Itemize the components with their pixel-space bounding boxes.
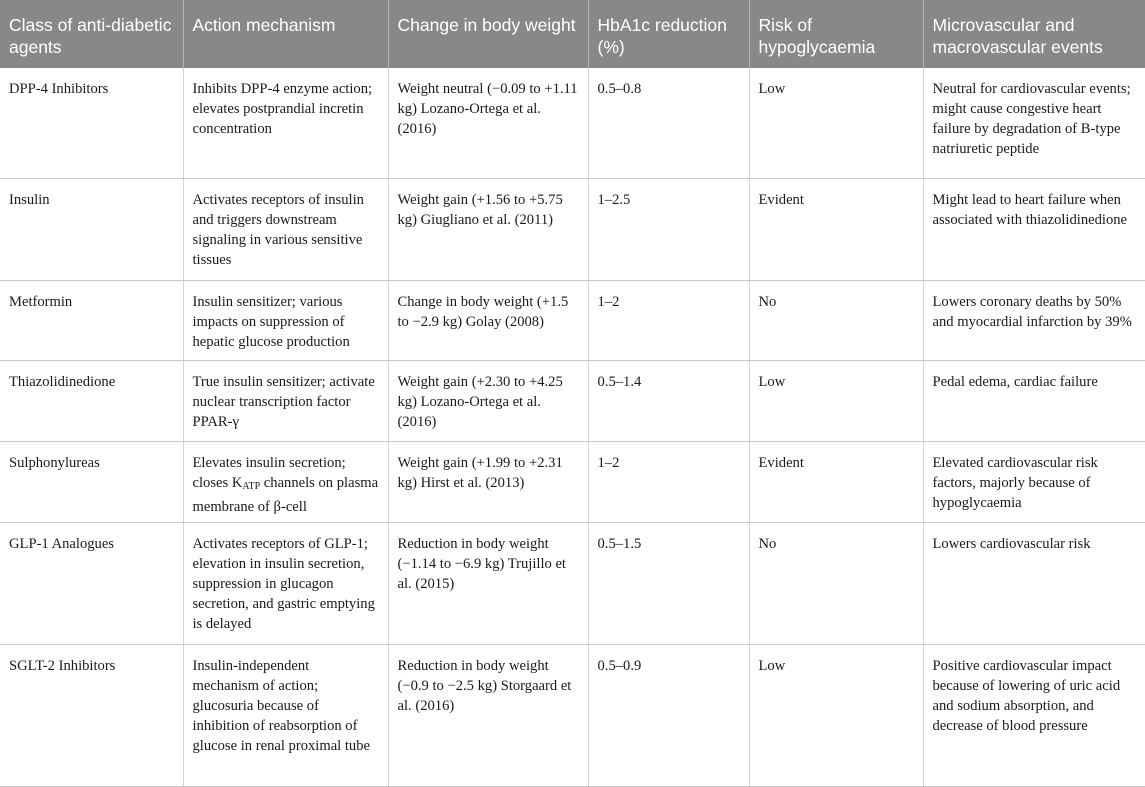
cell-weight: Weight neutral (−0.09 to +1.11 kg) Lozano-Ortega et al. (2016)	[388, 68, 588, 179]
cell-mechanism: Insulin-independent mechanism of action; glucosuria because of inhibition of reabsorption of glucose in renal proximal tube	[183, 645, 388, 787]
table-row	[0, 523, 1145, 645]
cell-events: Lowers cardiovascular risk	[923, 523, 1145, 645]
cell-hypoglycaemia: Low	[749, 68, 923, 179]
cell-weight: Reduction in body weight (−1.14 to −6.9 kg) Trujillo et al. (2015)	[388, 523, 588, 645]
cell-mechanism: Activates receptors of insulin and triggers downstream signaling in various sensitive tissues	[183, 179, 388, 281]
cell-hypoglycaemia: No	[749, 281, 923, 361]
cell-class: Metformin	[0, 281, 183, 361]
header-row	[0, 0, 1145, 68]
cell-weight: Weight gain (+2.30 to +4.25 kg) Lozano-Ortega et al. (2016)	[388, 361, 588, 442]
cell-weight: Weight gain (+1.56 to +5.75 kg) Giugliano et al. (2011)	[388, 179, 588, 281]
header-events: Microvascular and macrovascular events	[923, 0, 1145, 68]
cell-weight: Change in body weight (+1.5 to −2.9 kg) Golay (2008)	[388, 281, 588, 361]
cell-mechanism: Inhibits DPP-4 enzyme action; elevates postprandial incretin concentration	[183, 68, 388, 179]
header-class: Class of anti-diabetic agents	[0, 0, 183, 68]
cell-hba1c: 0.5–1.4	[588, 361, 749, 442]
cell-class: DPP-4 Inhibitors	[0, 68, 183, 179]
table-header	[0, 0, 1145, 68]
cell-class: Insulin	[0, 179, 183, 281]
table-row	[0, 645, 1145, 787]
cell-events: Neutral for cardiovascular events; might cause congestive heart failure by degradation of B-type natriuretic peptide	[923, 68, 1145, 179]
cell-hba1c: 0.5–0.8	[588, 68, 749, 179]
header-hypoglycaemia: Risk of hypoglycaemia	[749, 0, 923, 68]
cell-class: SGLT-2 Inhibitors	[0, 645, 183, 787]
cell-mechanism: Activates receptors of GLP-1; elevation in insulin secretion, suppression in glucagon secretion, and gastric emptying is delayed	[183, 523, 388, 645]
cell-events: Pedal edema, cardiac failure	[923, 361, 1145, 442]
cell-weight: Reduction in body weight (−0.9 to −2.5 kg) Storgaard et al. (2016)	[388, 645, 588, 787]
cell-class: Thiazolidinedione	[0, 361, 183, 442]
table-row	[0, 68, 1145, 179]
cell-class: Sulphonylureas	[0, 442, 183, 523]
cell-weight: Weight gain (+1.99 to +2.31 kg) Hirst et al. (2013)	[388, 442, 588, 523]
cell-hypoglycaemia: Evident	[749, 442, 923, 523]
cell-hba1c: 1–2.5	[588, 179, 749, 281]
cell-events: Elevated cardiovascular risk factors, majorly because of hypoglycaemia	[923, 442, 1145, 523]
cell-events: Lowers coronary deaths by 50% and myocardial infarction by 39%	[923, 281, 1145, 361]
cell-hba1c: 1–2	[588, 281, 749, 361]
cell-hypoglycaemia: Evident	[749, 179, 923, 281]
cell-mechanism: True insulin sensitizer; activate nuclear transcription factor PPAR-γ	[183, 361, 388, 442]
cell-hba1c: 0.5–0.9	[588, 645, 749, 787]
cell-hypoglycaemia: Low	[749, 645, 923, 787]
cell-hypoglycaemia: Low	[749, 361, 923, 442]
header-weight: Change in body weight	[388, 0, 588, 68]
cell-hypoglycaemia: No	[749, 523, 923, 645]
cell-mechanism: Insulin sensitizer; various impacts on suppression of hepatic glucose production	[183, 281, 388, 361]
table-row	[0, 179, 1145, 281]
table-row	[0, 361, 1145, 442]
mechanism-subscript: ATP	[242, 481, 261, 492]
cell-events: Might lead to heart failure when associated with thiazolidinedione	[923, 179, 1145, 281]
header-mechanism: Action mechanism	[183, 0, 388, 68]
header-hba1c: HbA1c reduction (%)	[588, 0, 749, 68]
cell-hba1c: 1–2	[588, 442, 749, 523]
table-row	[0, 281, 1145, 361]
cell-events: Positive cardiovascular impact because of lowering of uric acid and sodium absorption, and decrease of blood pressure	[923, 645, 1145, 787]
table-body	[0, 68, 1145, 787]
cell-class: GLP-1 Analogues	[0, 523, 183, 645]
mechanism-text: Elevates insulin secretion; closes K	[192, 455, 346, 491]
cell-mechanism	[183, 442, 388, 523]
table-row	[0, 442, 1145, 523]
cell-hba1c: 0.5–1.5	[588, 523, 749, 645]
mechanism-text-cont: channels on plasma membrane of β-cell	[192, 475, 379, 515]
